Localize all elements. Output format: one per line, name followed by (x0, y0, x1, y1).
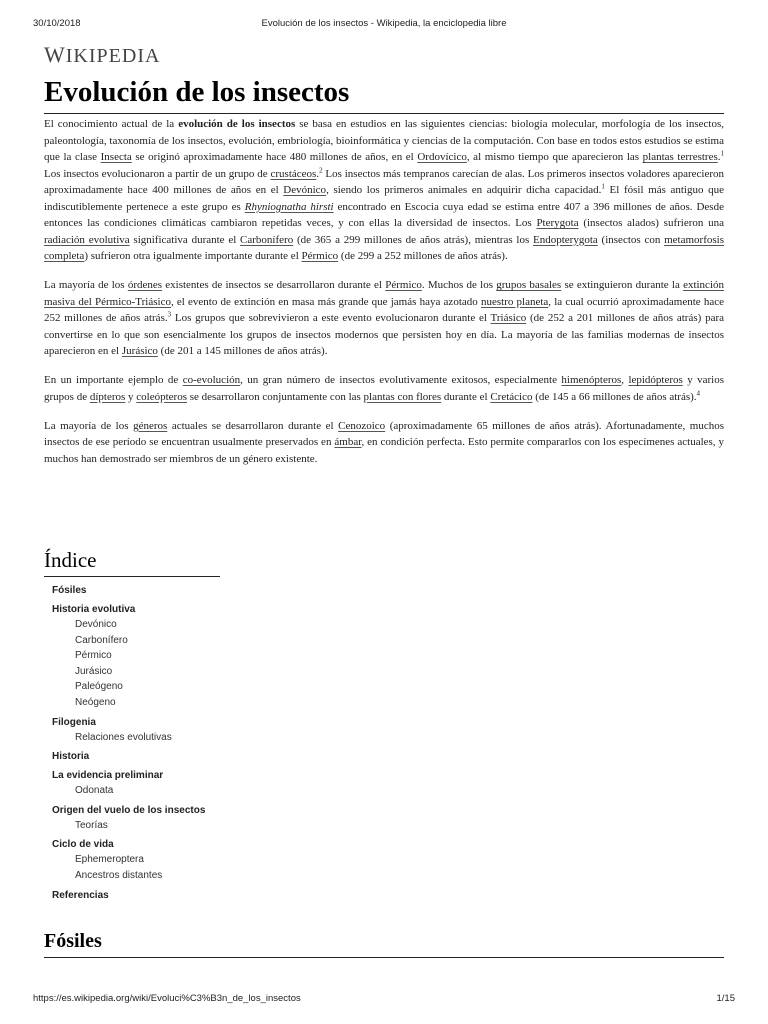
text-run: El fósil más antiguo que indiscutiblemente pertenece a este grupo es (44, 184, 725, 213)
text-run: (insectos alados) sufrieron una (578, 217, 724, 229)
article-link[interactable]: Cenozoico (338, 419, 386, 432)
text-run: durante el (441, 390, 491, 403)
reference-marker[interactable]: 4 (696, 388, 701, 397)
text-run: Los insectos más tempranos carecían de alas. Los primeros insectos voladores aparecieron aproximadamente hace 400 millones de años en el (44, 167, 724, 196)
text-run: , (621, 374, 629, 386)
text-run: , un gran número de insectos evolutivamente exitosos, especialmente (240, 374, 562, 386)
toc-subitem[interactable]: Carbonífero (75, 634, 128, 646)
toc-subitem[interactable]: Devónico (75, 619, 117, 630)
article-paragraph (44, 418, 724, 468)
toc-item[interactable]: Fósiles (52, 585, 87, 596)
text-run: El conocimiento actual de la (44, 118, 179, 130)
text-run: (insectos con (597, 233, 665, 246)
article-link[interactable]: plantas terrestres (642, 151, 718, 163)
toc-subitem[interactable]: Odonata (75, 785, 114, 797)
text-run: se originó aproximadamente hace 480 millones de años, en el (131, 151, 418, 163)
article-link[interactable]: géneros (133, 419, 168, 432)
article-link[interactable]: himenópteros (561, 374, 622, 386)
text-run: La mayoría de los (44, 279, 128, 291)
article-link[interactable]: plantas con flores (363, 390, 442, 403)
print-url: https://es.wikipedia.org/wiki/Evoluci%C3%B3n_de_los_insectos (33, 993, 301, 1004)
table-of-contents (44, 548, 220, 903)
article-link[interactable]: grupos basales (496, 279, 562, 291)
toc-subitem[interactable]: Teorías (75, 819, 108, 831)
article-link[interactable]: Endopterygota (533, 233, 598, 246)
article-link[interactable]: dípteros (89, 390, 126, 403)
article-link[interactable]: Pterygota (536, 217, 579, 229)
toc-item[interactable]: La evidencia preliminar (52, 770, 164, 782)
text-run: (de 201 a 145 millones de años atrás). (157, 345, 328, 357)
toc-subitem[interactable]: Paleógeno (75, 681, 123, 693)
section-heading-fosiles: Fósiles (44, 930, 724, 958)
article-link[interactable]: ámbar (334, 436, 362, 448)
wordmark-rest: IKIPEDIA (65, 45, 161, 67)
text-run: , al mismo tiempo que aparecieron las (466, 151, 643, 163)
text-run: se basa en estudios en las siguientes ciencias: biología molecular, morfología de los insectos, paleontología, taxonomía de los insectos, evolución, embriología, bioinformática y ciencias de la computación. Con base en todos estos estudios se estima que la clase (44, 118, 724, 163)
article-link[interactable]: Jurásico (121, 345, 158, 357)
text-run: . (316, 167, 320, 180)
article-link[interactable]: Ordovícico (417, 151, 467, 163)
wordmark-initial: W (44, 42, 66, 67)
toc-subitem[interactable]: Pérmico (75, 650, 112, 662)
article-link[interactable]: co-evolución (182, 374, 241, 386)
text-run: y varios grupos de (44, 374, 725, 403)
bold-term: evolución de los insectos (178, 118, 296, 130)
toc-subitem[interactable]: Ancestros distantes (75, 869, 163, 881)
text-run: actuales se desarrollaron durante el (167, 419, 339, 432)
toc-subitem[interactable]: Jurásico (75, 665, 113, 677)
text-run: La mayoría de los (44, 419, 134, 432)
print-page-title: Evolución de los insectos - Wikipedia, la enciclopedia libre (261, 18, 507, 29)
article-link[interactable]: Devónico (283, 184, 327, 196)
toc-item[interactable]: Historia (52, 751, 90, 763)
text-run: Los insectos evolucionaron a partir de un grupo de (44, 167, 271, 180)
page-title: Evolución de los insectos (44, 76, 724, 114)
article-paragraph (44, 277, 724, 360)
text-run: y (125, 390, 137, 403)
article-link[interactable]: Carbonífero (240, 233, 294, 246)
text-run: significativa durante el (129, 233, 241, 246)
text-run: (de 145 a 66 millones de años atrás). (532, 390, 697, 403)
article-link[interactable]: Pérmico (385, 279, 422, 291)
text-run: . (717, 151, 721, 163)
toc-item[interactable]: Referencias (52, 889, 109, 901)
reference-marker[interactable]: 1 (601, 182, 605, 191)
toc-subitem[interactable]: Relaciones evolutivas (75, 731, 172, 743)
article-link[interactable]: extinción masiva del Pérmico-Triásico (44, 279, 724, 308)
toc-subitem[interactable]: Ephemeroptera (75, 854, 144, 866)
article-paragraph (44, 372, 724, 405)
article-body (44, 116, 724, 480)
text-run: , siendo los primeros animales en adquirir dicha capacidad. (326, 184, 602, 196)
text-run: se extinguieron durante la (561, 279, 684, 291)
reference-marker[interactable]: 3 (167, 310, 172, 319)
article-link[interactable]: Rhyniognatha hirsti (244, 200, 334, 213)
article-link[interactable]: lepidópteros (628, 374, 683, 386)
article-link[interactable]: Insecta (100, 151, 132, 163)
article-link[interactable]: coleópteros (136, 390, 187, 403)
text-run: , el evento de extinción en masa más grande que jamás haya azotado (170, 295, 481, 308)
toc-item[interactable]: Ciclo de vida (52, 839, 114, 851)
article-link[interactable]: Triásico (490, 312, 527, 324)
toc-item[interactable]: Origen del vuelo de los insectos (52, 804, 206, 816)
text-run: existentes de insectos se desarrollaron durante el (162, 279, 386, 291)
toc-title: Índice (44, 548, 220, 577)
article-link[interactable]: Pérmico (301, 250, 339, 262)
article-link[interactable]: radiación evolutiva (44, 233, 130, 246)
article-link[interactable]: Cretácico (490, 390, 533, 403)
reference-marker[interactable]: 2 (319, 165, 323, 174)
text-run: . Muchos de los (421, 279, 497, 291)
print-footer (0, 993, 768, 1007)
text-run: ) sufrieron otra igualmente importante durante el (84, 250, 302, 262)
toc-item[interactable]: Filogenia (52, 716, 96, 728)
wikipedia-wordmark[interactable] (44, 42, 160, 68)
article-link[interactable]: órdenes (127, 279, 163, 291)
text-run: En un importante ejemplo de (44, 374, 183, 386)
article-link[interactable]: crustáceos (270, 167, 317, 180)
text-run: (de 365 a 299 millones de años atrás), mientras los (293, 233, 534, 246)
reference-marker[interactable]: 1 (720, 149, 724, 158)
toc-list (44, 583, 220, 903)
text-run: , la cual ocurrió aproximadamente hace 252 millones de años atrás. (44, 295, 724, 324)
article-paragraph (44, 116, 724, 265)
text-run: (de 252 a 201 millones de años atrás) para convertirse en lo que son esencialmente los grupos de insectos modernos que persisten hoy en día. La mayoría de las familias modernas de insectos aparecieron en el (44, 312, 725, 357)
text-run: , en condición perfecta. Esto permite compararlos con los especímenes actuales, y muchos han demostrado ser miembros de un género existente. (44, 436, 724, 465)
toc-item[interactable]: Historia evolutiva (52, 604, 136, 615)
print-date: 30/10/2018 (33, 18, 81, 29)
text-run: (aproximadamente 65 millones de años atrás). Afortunadamente, muchos insectos de ese período se encuentran usualmente preservados en (44, 419, 724, 448)
print-page-number: 1/15 (716, 993, 735, 1004)
text-run: (de 299 a 252 millones de años atrás). (338, 250, 508, 262)
article-link[interactable]: nuestro planeta (480, 295, 549, 308)
text-run: encontrado en Escocia cuya edad se estima entre 407 a 396 millones de años. Desde entonces las condiciones climáticas cambiaron repetidas veces, y con ellas la diversidad de insectos. Los (44, 200, 724, 229)
toc-subitem[interactable]: Neógeno (75, 696, 116, 708)
text-run: Los grupos que sobrevivieron a este evento evolucionaron durante el (171, 312, 491, 324)
article-link[interactable]: metamorfosis completa (44, 233, 724, 262)
print-header (0, 18, 768, 32)
text-run: se desarrollaron conjuntamente con las (186, 390, 364, 403)
